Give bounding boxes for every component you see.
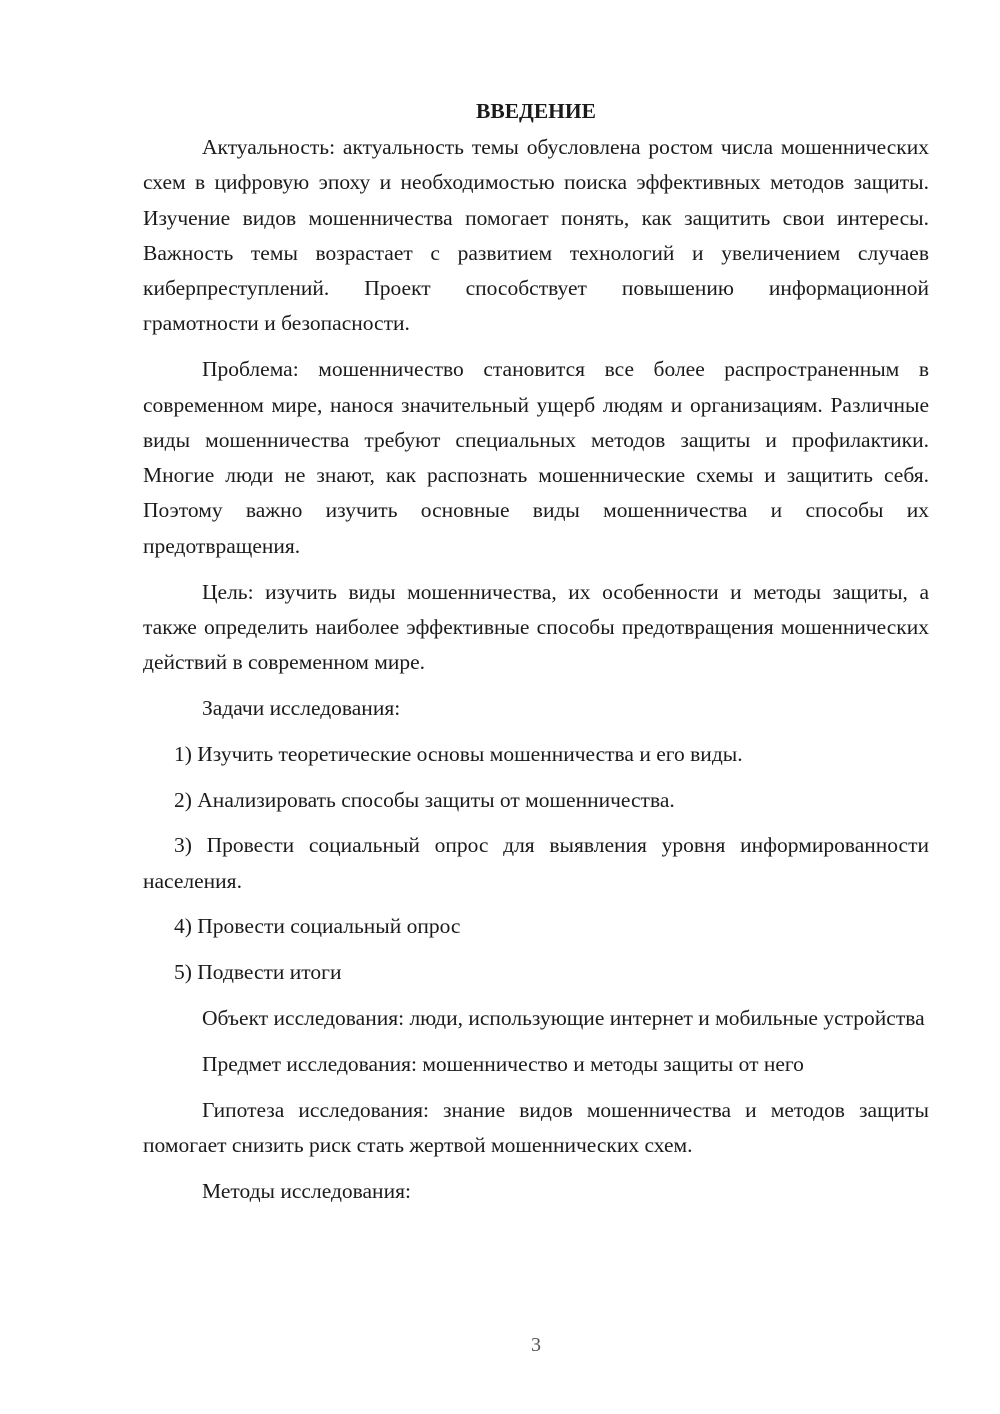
page-number: 3 [531, 1334, 541, 1356]
task-item-4: 4) Провести социальный опрос [174, 914, 461, 939]
paragraph-hypothesis: Гипотеза исследования: знание видов мошенничества и методов защиты помогает снизить риск стать жертвой мошеннических схем. [143, 1097, 929, 1157]
paragraph-problem: Проблема: мошенничество становится все более распространенным в современном мире, нанося значительный ущерб людям и организациям. Различные виды мошенничества требуют специальных методов защиты и профилактики. Многие люди не знают, как распознать мошеннические схемы и защитить себя. Поэтому важно изучить основные виды мошенничества и способы их предотвращения. [143, 357, 929, 558]
paragraph-subject: Предмет исследования: мошенничество и методы защиты от него [202, 1051, 804, 1076]
section-title: ВВЕДЕНИЕ [476, 99, 596, 123]
task-item-5: 5) Подвести итоги [174, 960, 342, 985]
paragraph-methods: Методы исследования: [202, 1178, 411, 1203]
paragraph-relevance: Актуальность: актуальность темы обусловлена ростом числа мошеннических схем в цифровую эпоху и необходимостью поиска эффективных методов защиты. Изучение видов мошенничества помогает понять, как защитить свои интересы. Важность темы возрастает с развитием технологий и увеличением случаев киберпреступлений. Проект способствует повышению информационной грамотности и безопасности. [143, 135, 929, 336]
task-item-2: 2) Анализировать способы защиты от мошенничества. [174, 787, 675, 812]
task-item-3: 3) Провести социальный опрос для выявления уровня информированности населения. [143, 833, 929, 893]
document-page [143, 96, 929, 1220]
paragraph-object: Объект исследования: люди, использующие интернет и мобильные устройства [202, 1006, 925, 1031]
task-item-1: 1) Изучить теоретические основы мошенничества и его виды. [174, 741, 743, 766]
tasks-heading: Задачи исследования: [202, 695, 401, 720]
paragraph-goal: Цель: изучить виды мошенничества, их особенности и методы защиты, а также определить наиболее эффективные способы предотвращения мошеннических действий в современном мире. [143, 579, 929, 675]
